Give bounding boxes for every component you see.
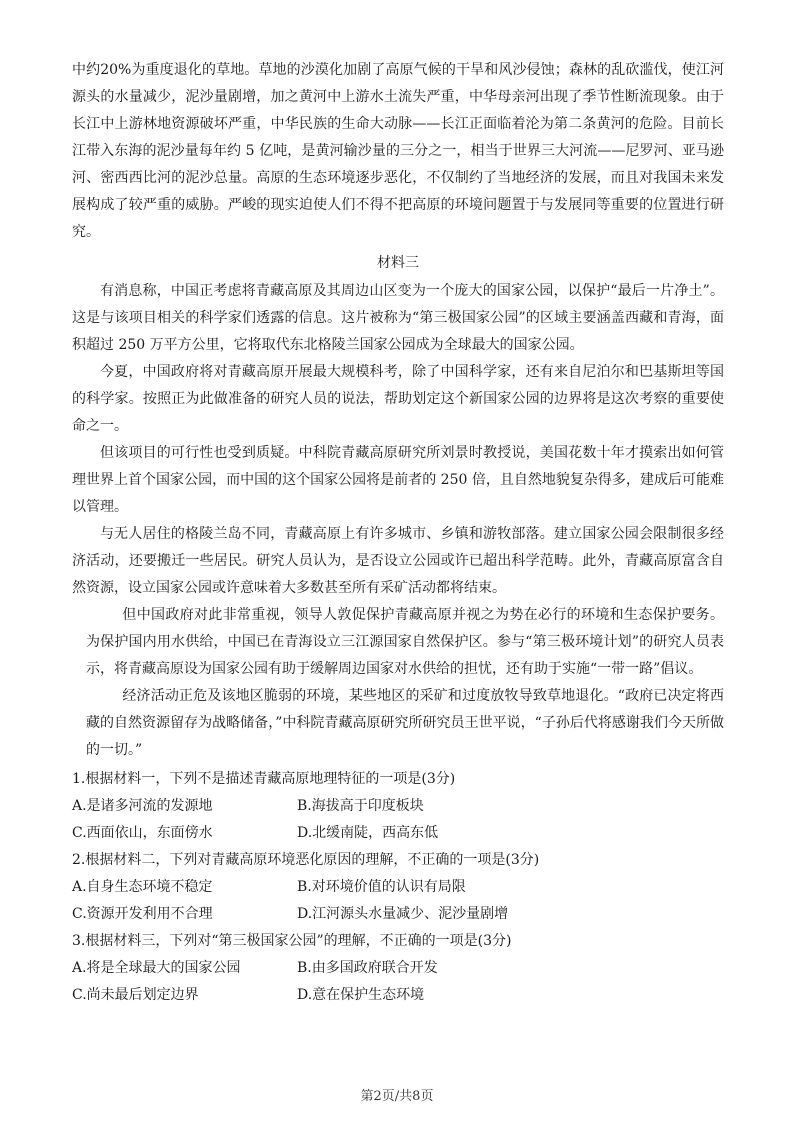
- option-row: [72, 982, 724, 1009]
- question-1: [72, 766, 724, 847]
- option-a: A.是诸多河流的发源地: [72, 798, 213, 814]
- material3-heading: 材料三: [377, 255, 419, 271]
- option-c: C.西面依山，东面傍水: [72, 825, 213, 841]
- option-row: [72, 955, 724, 982]
- question-3: [72, 928, 724, 1009]
- option-row: [72, 874, 724, 901]
- question-stem: 2.根据材料二，下列对青藏高原环境恶化原因的理解，不正确的一项是(3分): [72, 852, 540, 868]
- material3-paragraph: 但中国政府对此非常重视，领导人敦促保护青藏高原并视之为势在必行的环境和生态保护要务。为保护国内用水供给，中国已在青海设立三江源国家自然保护区。参与“第三极环境计划”的研究人员表示，将青藏高原设为国家公园有助于缓解周边国家对水供给的担忧，还有助于实施“一带一路”倡议。: [86, 607, 724, 677]
- question-stem: 1.根据材料一，下列不是描述青藏高原地理特征的一项是(3分): [72, 771, 456, 787]
- option-row: [72, 793, 724, 820]
- page-content: [72, 57, 724, 1009]
- option-b: B.对环境价值的认识有局限: [297, 879, 466, 895]
- material3-paragraph: 与无人居住的格陵兰岛不同，青藏高原上有许多城市、乡镇和游牧部落。建立国家公园会限制很多经济活动，还要搬迁一些居民。研究人员认为，是否设立公园或许已超出科学范畴。此外，青藏高原富含自然资源，设立国家公园或许意味着大多数甚至所有采矿活动都将结束。: [72, 526, 724, 596]
- option-b: B.海拔高于印度板块: [297, 798, 424, 814]
- option-d: D.意在保护生态环境: [297, 987, 425, 1003]
- option-b: B.由多国政府联合开发: [297, 960, 438, 976]
- question-2: [72, 847, 724, 928]
- material3-paragraph: 有消息称，中国正考虑将青藏高原及其周边山区变为一个庞大的国家公园，以保护“最后一片净土”。这是与该项目相关的科学家们透露的信息。这片被称为“第三极国家公园”的区域主要涵盖西藏和青海，面积超过 250 万平方公里，它将取代东北格陵兰国家公园成为全球最大的国家公园。: [72, 283, 724, 353]
- option-d: D.江河源头水量减少、泥沙量剧增: [297, 906, 509, 922]
- option-d: D.北缓南陡，西高东低: [297, 825, 439, 841]
- material3-body: [72, 278, 724, 764]
- option-row: [72, 901, 724, 928]
- option-a: A.将是全球最大的国家公园: [72, 960, 241, 976]
- page-number: 第2页/共8页: [360, 1089, 434, 1104]
- material3-paragraph: 经济活动正危及该地区脆弱的环境，某些地区的采矿和过度放牧导致草地退化。“政府已决定将西藏的自然资源留存为战略储备，”中科院青藏高原研究所研究员王世平说，“子孙后代将感谢我们今天所做的一切。”: [86, 688, 724, 758]
- material3-paragraph: 今夏，中国政府将对青藏高原开展最大规模科考，除了中国科学家，还有来自尼泊尔和巴基斯坦等国的科学家。按照正为此做准备的研究人员的说法，帮助划定这个新国家公园的边界将是这次考察的重要使命之一。: [72, 364, 724, 434]
- option-a: A.自身生态环境不稳定: [72, 879, 213, 895]
- option-c: C.尚未最后划定边界: [72, 987, 199, 1003]
- question-stem: 3.根据材料三，下列对“第三极国家公园”的理解，不正确的一项是(3分): [72, 933, 512, 949]
- option-c: C.资源开发利用不合理: [72, 906, 213, 922]
- material3-paragraph: 但该项目的可行性也受到质疑。中科院青藏高原研究所刘景时教授说，美国花数十年才摸索出如何管理世界上首个国家公园，而中国的这个国家公园将是前者的 250 倍，且自然地貌复杂得多，建成后可能难以管理。: [72, 445, 724, 515]
- option-row: [72, 820, 724, 847]
- material2-continued: [72, 57, 724, 246]
- material2-paragraph: 中约20%为重度退化的草地。草地的沙漠化加剧了高原气候的干旱和风沙侵蚀；森林的乱砍滥伐，使江河源头的水量减少，泥沙量剧增，加之黄河中上游水土流失严重，中华母亲河出现了季节性断流现象。由于长江中上游林地资源破坏严重，中华民族的生命大动脉——长江正面临着沦为第二条黄河的危险。目前长江带入东海的泥沙量每年约 5 亿吨，是黄河输沙量的三分之一，相当于世界三大河流——尼罗河、亚马逊河、密西西比河的泥沙总量。高原的生态环境逐步恶化，不仅制约了当地经济的发展，而且对我国未来发展构成了较严重的威胁。严峻的现实迫使人们不得不把高原的环境问题置于与发展同等重要的位置进行研究。: [72, 62, 724, 240]
- question-list: [72, 766, 724, 1009]
